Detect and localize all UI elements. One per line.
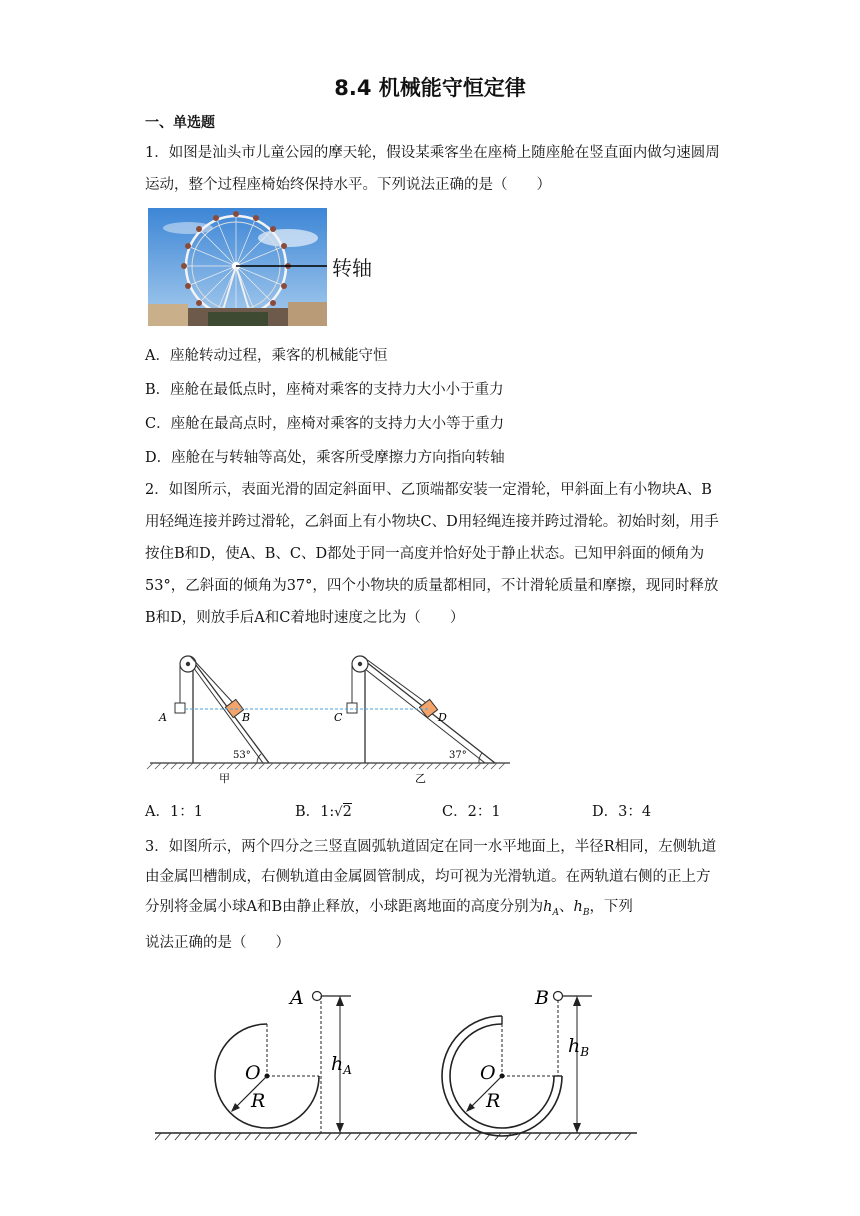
q2-stem: 2．如图所示，表面光滑的固定斜面甲、乙顶端都安装一定滑轮，甲斜面上有小物块A、B用轻绳连接并跨过滑轮，乙斜面上有小物块C、D用轻绳连接并跨过滑轮。初始时刻，用手按住B和D，使A、B、C、D都处于同一高度并恰好处于静止状态。已知甲斜面的倾角为53°，乙斜面的倾角为37°，四个小物块的质量都相同，不计滑轮质量和摩擦，现同时释放B和D，则放手后A和C着地时速度之比为（ ） — [145, 482, 719, 626]
height-hb-h: h — [568, 1035, 581, 1057]
q2-option-b-radicand: 2 — [342, 804, 352, 820]
height-hb — [568, 1035, 589, 1059]
q3-stem — [145, 832, 720, 958]
q3-ha-sub: A — [552, 907, 559, 918]
incline-diagram — [145, 645, 515, 790]
q3-stem-part2: ，下列 — [589, 899, 633, 915]
radius-r-right: R — [486, 1090, 501, 1112]
height-ha-h: h — [331, 1053, 344, 1075]
q2-option-d: D．3：4 — [592, 804, 652, 820]
section-heading: 一、单选题 — [145, 115, 215, 131]
q3-hb: h — [573, 899, 583, 915]
angle-37: 37° — [449, 750, 467, 761]
label-a: A — [159, 711, 167, 724]
q3-stem-line4: 说法正确的是（ ） — [145, 934, 290, 951]
sqrt-icon: √ — [334, 805, 343, 820]
label-yi: 乙 — [415, 772, 426, 785]
height-ha-sub: A — [343, 1063, 352, 1077]
label-d: D — [438, 711, 447, 724]
q3-stem-part1: 3．如图所示，两个四分之三竖直圆弧轨道固定在同一水平地面上，半径R相同，左侧轨道由金属凹槽制成，右侧轨道由金属圆管制成，均可视为光滑轨道。在两轨道右侧的正上方分别将金属小球A和B由静止释放，小球距离地面的高度分别为 — [145, 839, 717, 915]
q2-option-c: C．2：1 — [442, 804, 501, 820]
q3-hb-sub: B — [582, 907, 590, 918]
height-hb-sub: B — [580, 1045, 590, 1059]
q3-sep: 、 — [558, 899, 574, 915]
q2-option-a: A．1：1 — [145, 804, 203, 820]
q1-option-d: D．座舱在与转轴等高处，乘客所受摩擦力方向指向转轴 — [145, 450, 505, 466]
q1-option-b: B．座舱在最低点时，座椅对乘客的支持力大小小于重力 — [145, 382, 504, 398]
ball-b-label: B — [535, 987, 549, 1009]
q1-stem: 1．如图是汕头市儿童公园的摩天轮，假设某乘客坐在座椅上随座舱在竖直面内做匀速圆周运动，整个过程座椅始终保持水平。下列说法正确的是（ ） — [145, 145, 720, 193]
label-c: C — [334, 711, 343, 724]
label-b: B — [242, 711, 251, 724]
center-o-right: O — [480, 1062, 496, 1084]
ball-a-label: A — [290, 987, 304, 1009]
q1-option-a: A．座舱转动过程，乘客的机械能守恒 — [145, 348, 388, 364]
q3-ha: h — [543, 899, 553, 915]
ferris-wheel-photo — [148, 208, 327, 326]
q1-option-c: C．座舱在最高点时，座椅对乘客的支持力大小等于重力 — [145, 416, 505, 432]
q2-option-b — [295, 800, 352, 821]
page-title: 8.4 机械能守恒定律 — [334, 76, 526, 100]
height-ha — [331, 1053, 352, 1077]
q2-option-b-prefix: B．1: — [295, 804, 335, 820]
label-jia: 甲 — [219, 772, 230, 785]
radius-r-left: R — [251, 1090, 266, 1112]
center-o-left: O — [245, 1062, 261, 1084]
circular-track-diagram — [155, 982, 640, 1144]
axis-label: 转轴 — [332, 256, 372, 280]
angle-53: 53° — [233, 750, 251, 761]
